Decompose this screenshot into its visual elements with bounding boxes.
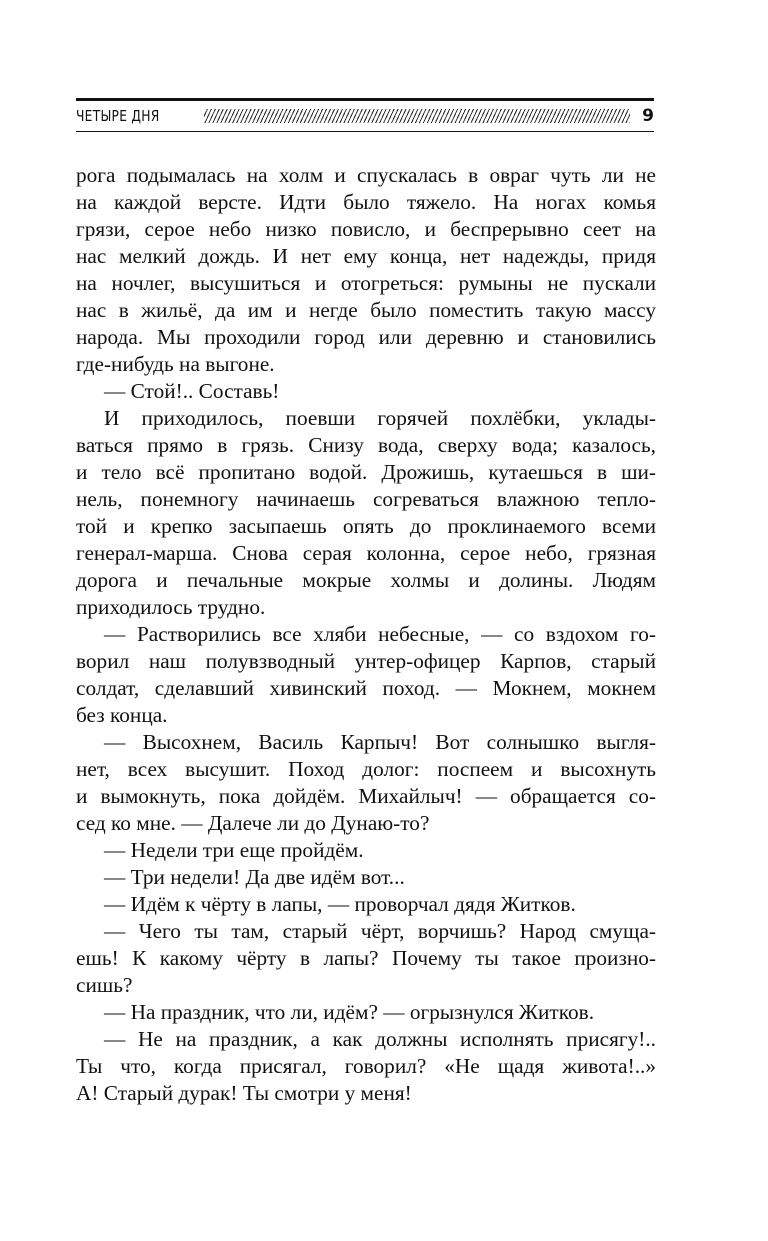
text-line: А! Старый дурак! Ты смотри у меня! [76,1081,412,1105]
text-line: сед ко мне. — Далече ли до Дунаю-то? [76,811,430,835]
text-line: — Высохнем, Василь Карпыч! Вот солнышко выгля- [104,730,656,754]
text-line: Ты что, когда присягал, говорил? «Не щадя живота!..» [76,1054,656,1078]
text-line: — Растворились все хляби небесные, — со вздохом го- [104,622,656,646]
text-line: той и крепко засыпаешь опять до проклинаемого всеми [76,514,656,538]
text-line: и тело всё пропитано водой. Дрожишь, кутаешься в ши- [76,460,656,484]
body-text [76,162,656,1107]
header-top-rule [76,98,654,101]
text-line: — Недели три еще пройдём. [104,838,364,862]
text-line: — Стой!.. Составь! [104,379,280,403]
text-line: солдат, сделавший хивинский поход. — Мокнем, мокнем [76,676,656,700]
text-line: рога подымалась на холм и спускалась в овраг чуть ли не [76,163,656,187]
text-line: на ночлег, высушиться и отогреться: румыны не пускали [76,271,656,295]
text-line: народа. Мы проходили город или деревню и становились [76,325,656,349]
header-hatch-decoration [204,109,630,123]
text-line: сишь? [76,973,133,997]
text-line: без конца. [76,703,168,727]
header-bottom-rule [76,131,654,132]
text-line: на каждой версте. Идти было тяжело. На ногах комья [76,190,656,214]
text-line: нет, всех высушит. Поход долог: поспеем и высохнуть [76,757,656,781]
running-title: ЧЕТЫРЕ ДНЯ [76,107,160,125]
text-line: — Не на праздник, а как должны исполнять присягу!.. [104,1027,656,1051]
text-line: ворил наш полувзводный унтер-офицер Карпов, старый [76,649,656,673]
text-line: — Чего ты там, старый чёрт, ворчишь? Народ смуща- [104,919,656,943]
running-header [76,104,654,128]
text-line: — На праздник, что ли, идём? — огрызнулся Житков. [104,1000,595,1024]
text-line: нас мелкий дождь. И нет ему конца, нет надежды, придя [76,244,656,268]
text-line: и вымокнуть, пока дойдём. Михайлыч! — обращается со- [76,784,656,808]
text-line: — Идём к чёрту в лапы, — проворчал дядя Житков. [104,892,576,916]
text-line: — Три недели! Да две идём вот... [104,865,405,889]
page-number: 9 [642,106,654,126]
text-line: генерал-марша. Снова серая колонна, серое небо, грязная [76,541,656,565]
text-line: ешь! К какому чёрту в лапы? Почему ты такое произно- [76,946,656,970]
text-line: нас в жильё, да им и негде было поместить такую массу [76,298,656,322]
text-line: где-нибудь на выгоне. [76,352,275,376]
text-line: И приходилось, поевши горячей похлёбки, уклады- [104,406,656,430]
text-line: нель, понемногу начинаешь согреваться влажною тепло- [76,487,656,511]
text-line: грязи, серое небо низко повисло, и беспрерывно сеет на [76,217,656,241]
text-line: дорога и печальные мокрые холмы и долины. Людям [76,568,656,592]
text-line: ваться прямо в грязь. Снизу вода, сверху вода; казалось, [76,433,656,457]
text-line: приходилось трудно. [76,595,266,619]
